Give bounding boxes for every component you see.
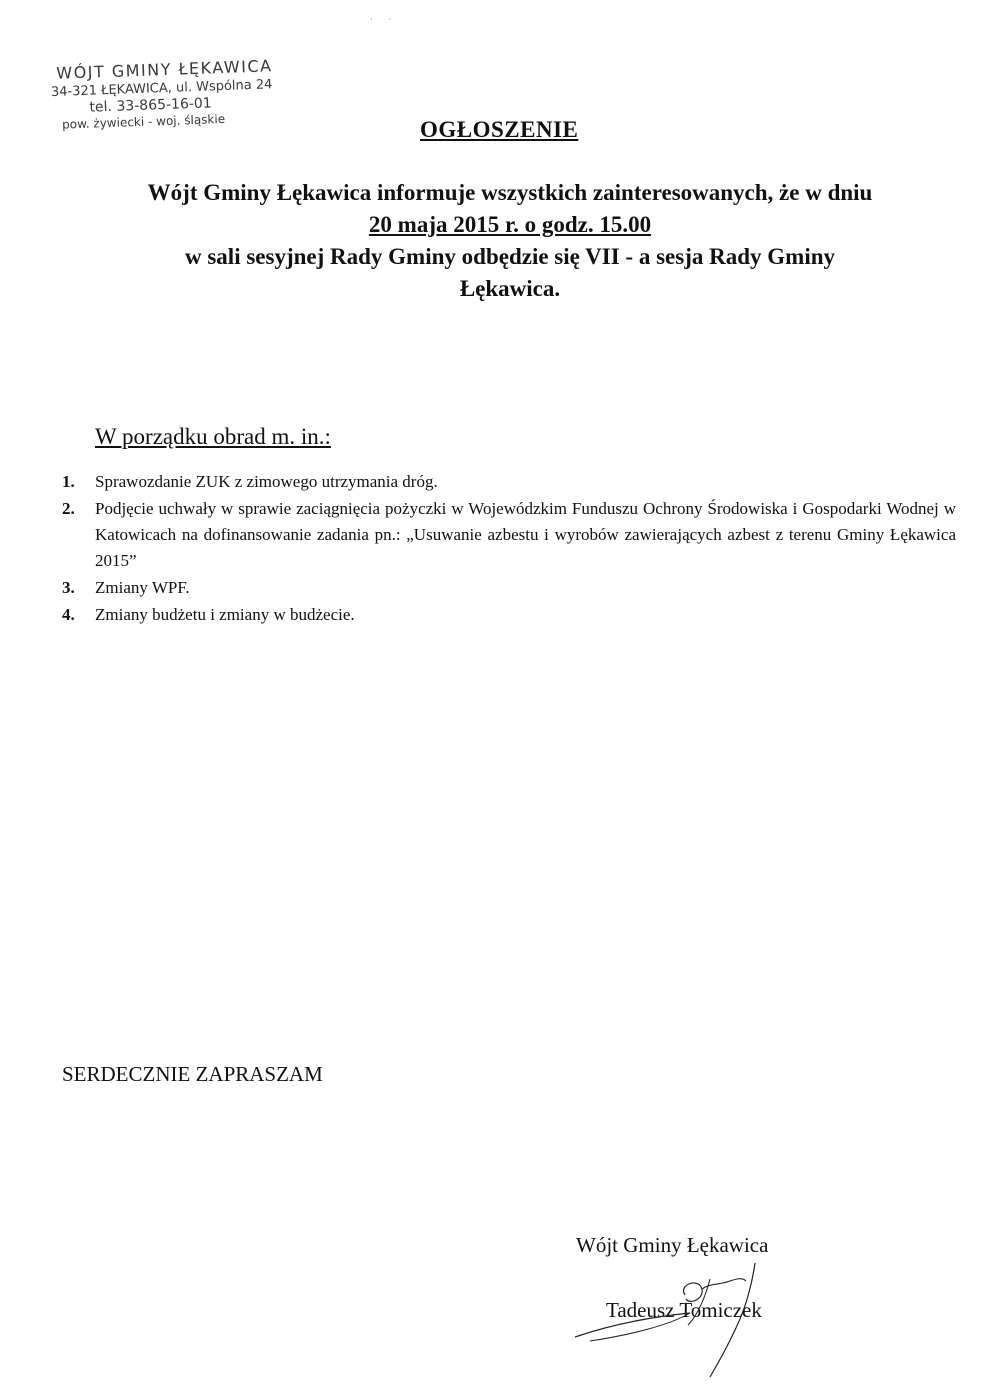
signatory-name: Tadeusz Tomiczek xyxy=(606,1298,762,1322)
agenda-item xyxy=(62,602,956,628)
intro-line-4: Łękawica. xyxy=(459,276,561,301)
stamp-line-address: 34-321 ŁĘKAWICA, ul. Wspólna 24 xyxy=(50,77,273,100)
intro-line-1: Wójt Gminy Łękawica informuje wszystkich zainteresowanych, że w dniu xyxy=(147,180,873,205)
agenda-item-text: Zmiany budżetu i zmiany w budżecie. xyxy=(95,605,355,624)
stamp-line-office: WÓJT GMINY ŁĘKAWICA xyxy=(55,56,273,83)
agenda-item-text: Sprawozdanie ZUK z zimowego utrzymania dróg. xyxy=(95,472,438,491)
agenda-list xyxy=(62,469,956,629)
office-stamp xyxy=(50,56,292,132)
session-date: 20 maja 2015 r. o godz. 15.00 xyxy=(368,212,652,237)
agenda-item-text: Podjęcie uchwały w sprawie zaciągnięcia pożyczki w Wojewódzkim Funduszu Ochrony Środowiska i Gospodarki Wodnej w Katowicach na dofinansowanie zadania pn.: „Usuwanie azbestu i wyrobów zawierających azbest z terenu Gminy Łękawica 2015” xyxy=(95,499,956,570)
agenda-item xyxy=(62,496,956,574)
agenda-item xyxy=(62,575,956,601)
agenda-item-number: 4. xyxy=(62,605,75,624)
agenda-item xyxy=(62,469,956,495)
scan-specks: · · xyxy=(370,15,392,24)
intro-line-3: w sali sesyjnej Rady Gminy odbędzie się VII - a sesja Rady Gminy xyxy=(185,244,835,269)
announcement-title: OGŁOSZENIE xyxy=(420,117,579,142)
handwritten-signature xyxy=(570,1255,770,1385)
agenda-item-text: Zmiany WPF. xyxy=(95,578,190,597)
stamp-line-region: pow. żywiecki - woj. śląskie xyxy=(61,111,226,132)
agenda-item-number: 1. xyxy=(62,472,75,491)
agenda-item-number: 3. xyxy=(62,578,75,597)
announcement-intro xyxy=(60,177,960,305)
signatory-title: Wójt Gminy Łękawica xyxy=(576,1233,769,1257)
closing-invitation: SERDECZNIE ZAPRASZAM xyxy=(62,1062,323,1086)
agenda-item-number: 2. xyxy=(62,499,75,518)
agenda-heading: W porządku obrad m. in.: xyxy=(95,424,331,449)
stamp-line-phone: tel. 33-865-16-01 xyxy=(89,95,212,116)
